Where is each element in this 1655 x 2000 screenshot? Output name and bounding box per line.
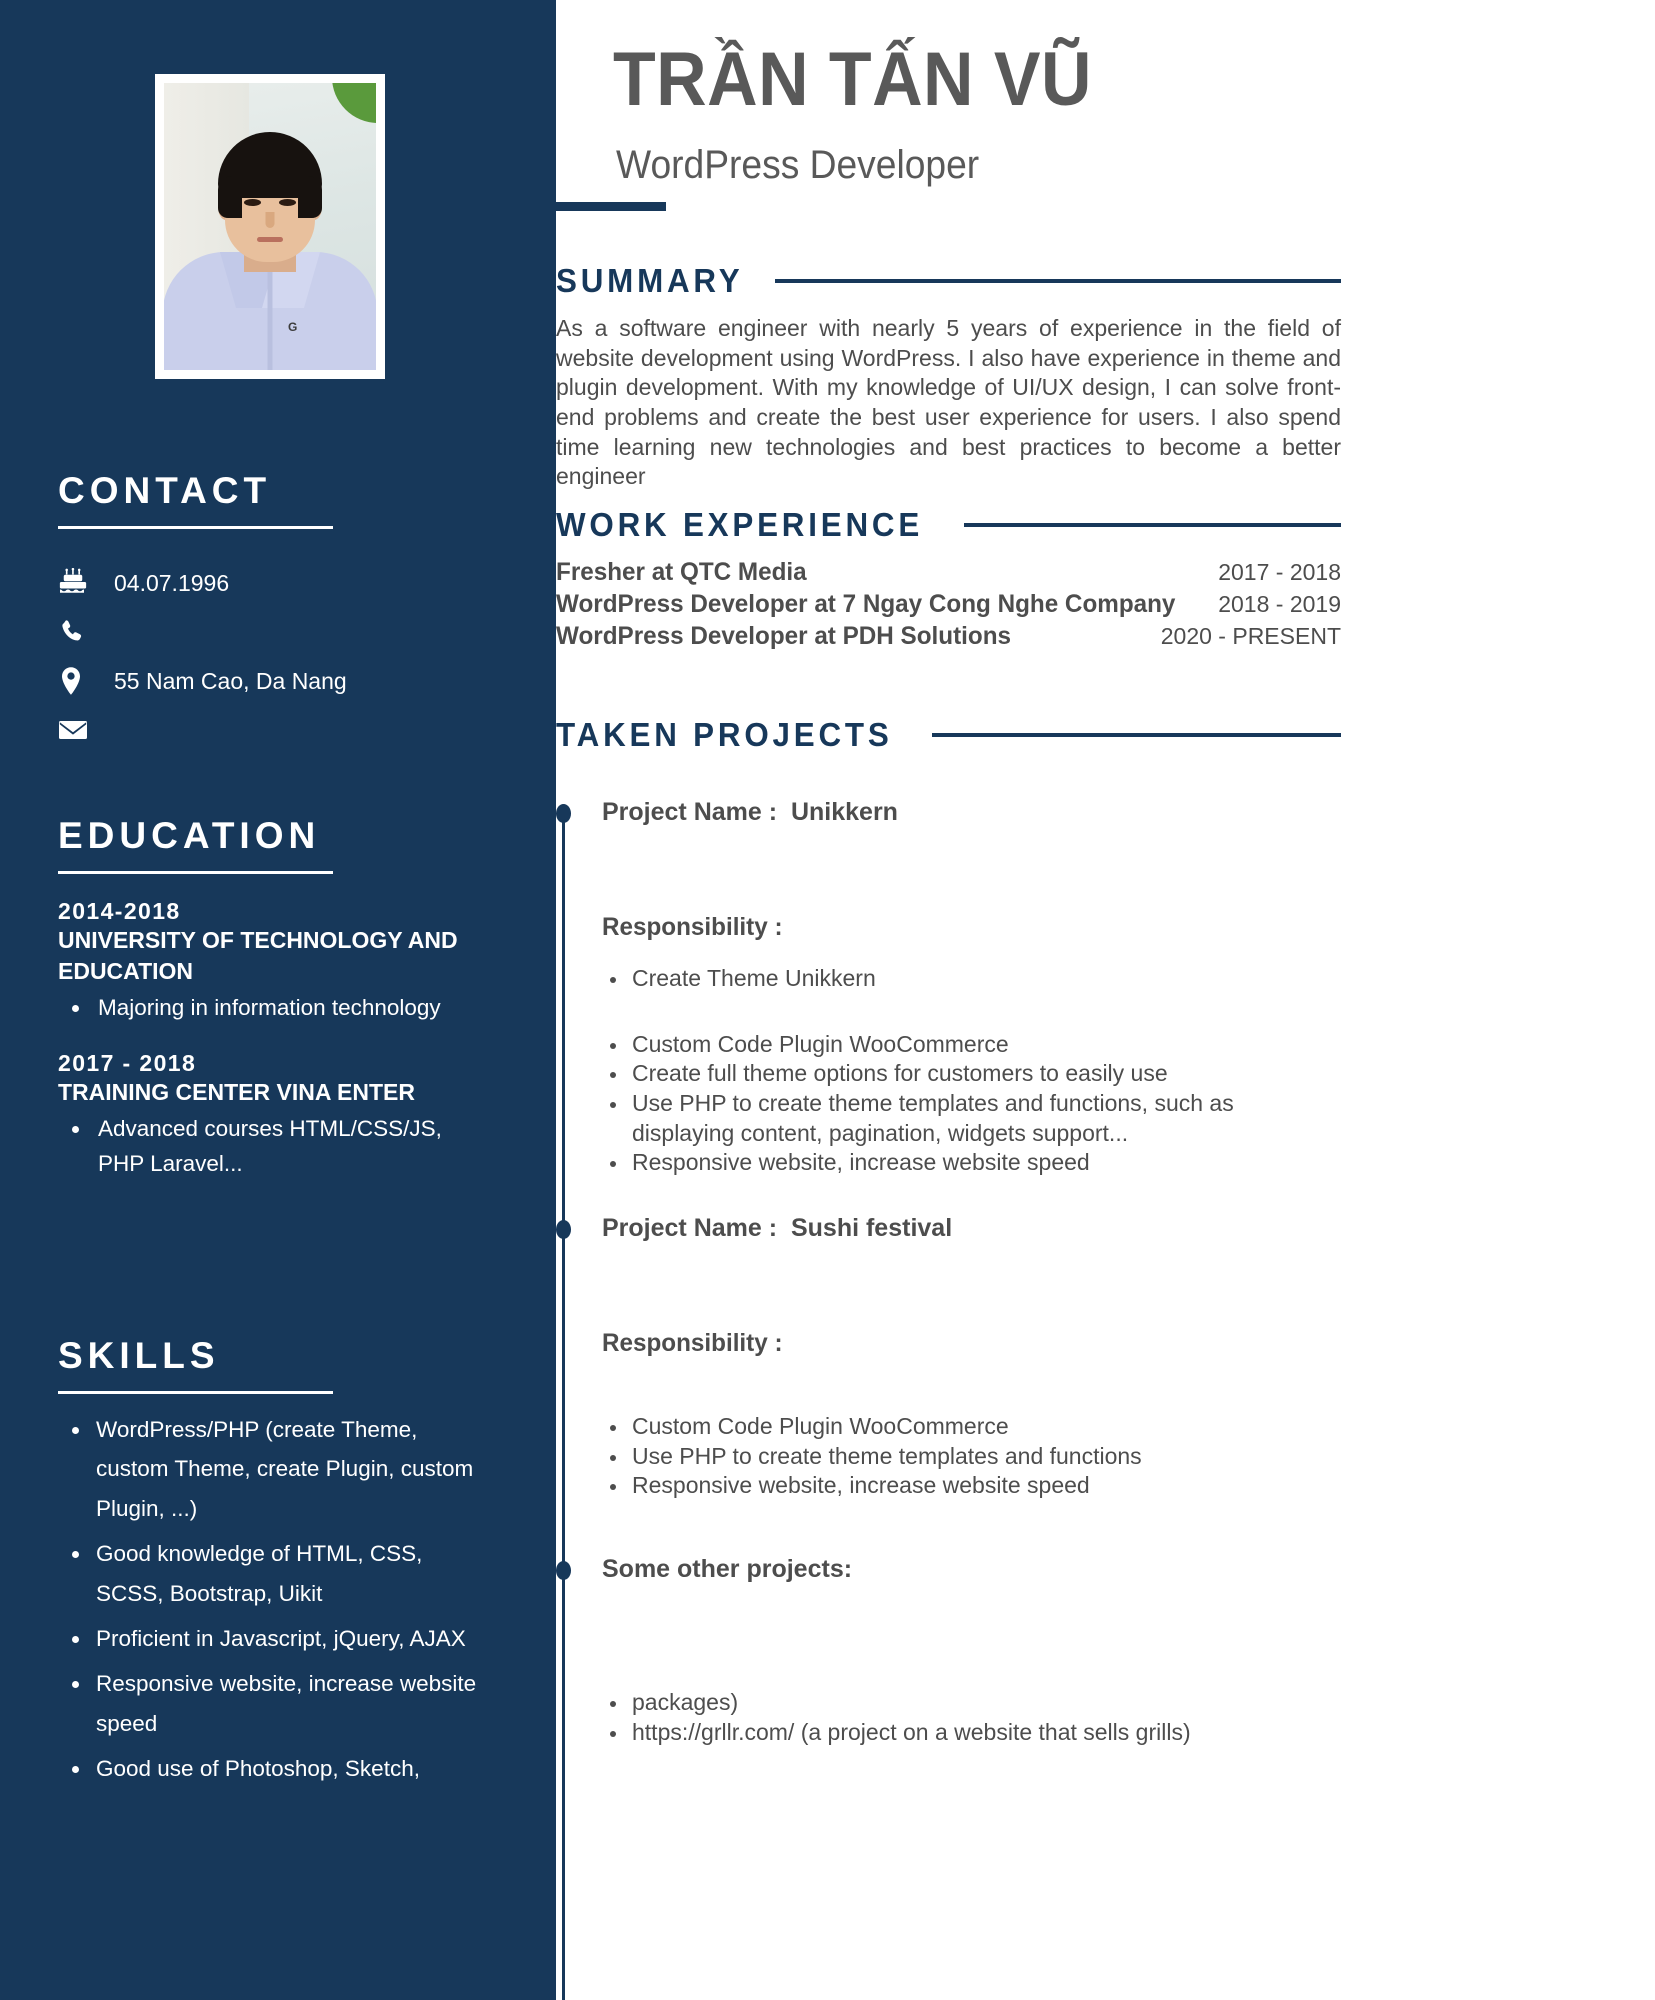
list-item: Proficient in Javascript, jQuery, AJAX xyxy=(58,1619,488,1658)
job-role: WordPress Developer xyxy=(616,143,980,187)
education-heading: EDUCATION xyxy=(58,815,321,856)
summary-heading-row xyxy=(556,262,1341,300)
list-item: Responsive website, increase website speed xyxy=(602,1148,1341,1178)
skills-divider xyxy=(58,1391,333,1394)
contact-divider xyxy=(58,526,333,529)
timeline-dot-icon xyxy=(556,1220,571,1239)
project-name-label: Project Name : xyxy=(602,798,778,826)
project-bullets-group-2 xyxy=(602,1030,1341,1178)
sidebar xyxy=(0,0,556,2000)
list-item: Good knowledge of HTML, CSS, SCSS, Bootstrap, Uikit xyxy=(58,1534,488,1613)
education-bullets xyxy=(58,1112,488,1182)
timeline-dot-icon xyxy=(556,1561,571,1580)
timeline-line xyxy=(562,812,565,2000)
contact-section xyxy=(58,470,488,755)
birthday-cake-icon xyxy=(58,568,102,598)
list-item: Advanced courses HTML/CSS/JS, PHP Laravel... xyxy=(58,1112,488,1182)
list-item: https://grllr.com/ (a project on a website that sells grills) xyxy=(602,1718,1341,1748)
project-name-value: Sushi festival xyxy=(790,1213,953,1242)
responsibility-label: Responsibility : xyxy=(602,913,783,941)
contact-row-birthday xyxy=(58,559,488,607)
education-school: TRAINING CENTER VINA ENTER xyxy=(58,1078,415,1105)
list-item: Create full theme options for customers to easily use xyxy=(602,1059,1341,1089)
work-heading-rule xyxy=(964,523,1341,527)
education-entry xyxy=(58,1050,488,1182)
work-experience-list xyxy=(556,558,1341,654)
skills-section xyxy=(58,1335,488,1794)
work-date: 2018 - 2019 xyxy=(1218,591,1341,617)
project-name xyxy=(602,798,898,826)
summary-text: As a software engineer with nearly 5 years of experience in the field of website development using WordPress. I also have experience in theme and plugin development. With my knowledge of UI/UX design, I can solve front-end problems and create the best user experience for users. I also spend time learning new technologies and best practices to become a better engineer xyxy=(556,315,1341,490)
summary-heading-rule xyxy=(775,279,1341,283)
summary-heading: SUMMARY xyxy=(556,262,744,299)
timeline-dot-icon xyxy=(556,804,571,823)
project-bullets-group-1 xyxy=(602,964,1341,994)
contact-row-email xyxy=(58,706,488,754)
envelope-icon xyxy=(58,718,102,742)
project-entry xyxy=(556,798,1341,827)
list-item-continuation: packages) xyxy=(602,1688,1341,1718)
work-date: 2020 - PRESENT xyxy=(1160,623,1341,649)
contact-heading: CONTACT xyxy=(58,470,272,511)
education-school: UNIVERSITY OF TECHNOLOGY AND EDUCATION xyxy=(58,927,458,985)
list-item: Majoring in information technology xyxy=(58,991,488,1026)
taken-projects-heading: TAKEN PROJECTS xyxy=(556,716,893,753)
phone-icon xyxy=(58,618,102,646)
skills-list xyxy=(58,1410,488,1788)
education-entry xyxy=(58,898,488,1026)
project-entry xyxy=(556,1214,1341,1243)
education-section xyxy=(58,815,488,1184)
projects-heading-row xyxy=(556,716,1341,754)
project-name-label: Project Name : xyxy=(602,1213,778,1242)
list-item: WordPress/PHP (create Theme, custom Theme, create Plugin, custom Plugin, ...) xyxy=(58,1410,488,1528)
other-projects-entry xyxy=(556,1555,1341,1584)
list-item: Responsive website, increase website speed xyxy=(602,1471,1341,1501)
list-item: Create Theme Unikkern xyxy=(602,964,1341,994)
work-date: 2017 - 2018 xyxy=(1218,559,1341,585)
work-experience-heading: WORK EXPERIENCE xyxy=(556,506,924,543)
projects-heading-rule xyxy=(932,733,1341,737)
list-item: Custom Code Plugin WooCommerce xyxy=(602,1412,1341,1442)
profile-photo-frame xyxy=(155,74,385,379)
other-projects-bullets xyxy=(602,1688,1341,1747)
project-bullets-group-2 xyxy=(602,1412,1341,1501)
education-divider xyxy=(58,871,333,874)
work-heading-row xyxy=(556,506,1341,544)
profile-photo: G xyxy=(164,83,376,370)
page-title: TRẦN TẤN VŨ xyxy=(613,37,1092,122)
address-value: 55 Nam Cao, Da Nang xyxy=(114,667,347,694)
responsibility-label: Responsibility : xyxy=(602,1328,783,1357)
table-row xyxy=(556,558,1341,587)
contact-list xyxy=(58,559,488,754)
list-item: Use PHP to create theme templates and functions, such as displaying content, pagination, widgets support... xyxy=(602,1089,1341,1148)
education-dates: 2017 - 2018 xyxy=(58,1049,197,1076)
accent-bar xyxy=(556,202,666,211)
skills-heading: SKILLS xyxy=(58,1335,220,1376)
work-title: WordPress Developer at PDH Solutions xyxy=(556,622,1012,650)
project-name xyxy=(602,1214,952,1242)
table-row xyxy=(556,622,1341,651)
main-content xyxy=(556,0,1655,2000)
list-item: Good use of Photoshop, Sketch, xyxy=(58,1749,488,1788)
projects-timeline xyxy=(556,798,1341,1747)
education-bullets xyxy=(58,991,488,1026)
contact-row-phone xyxy=(58,608,488,656)
location-pin-icon xyxy=(58,666,102,696)
work-title: Fresher at QTC Media xyxy=(556,558,807,586)
other-projects-label: Some other projects: xyxy=(602,1554,853,1583)
list-item: Custom Code Plugin WooCommerce xyxy=(602,1030,1341,1060)
project-name-value: Unikkern xyxy=(790,798,898,826)
list-item: Responsive website, increase website speed xyxy=(58,1664,488,1743)
birthday-value: 04.07.1996 xyxy=(114,569,230,596)
contact-row-address xyxy=(58,657,488,705)
work-title: WordPress Developer at 7 Ngay Cong Nghe Company xyxy=(556,590,1176,618)
table-row xyxy=(556,590,1341,619)
list-item: Use PHP to create theme templates and functions xyxy=(602,1442,1341,1472)
education-dates: 2014-2018 xyxy=(58,898,181,924)
